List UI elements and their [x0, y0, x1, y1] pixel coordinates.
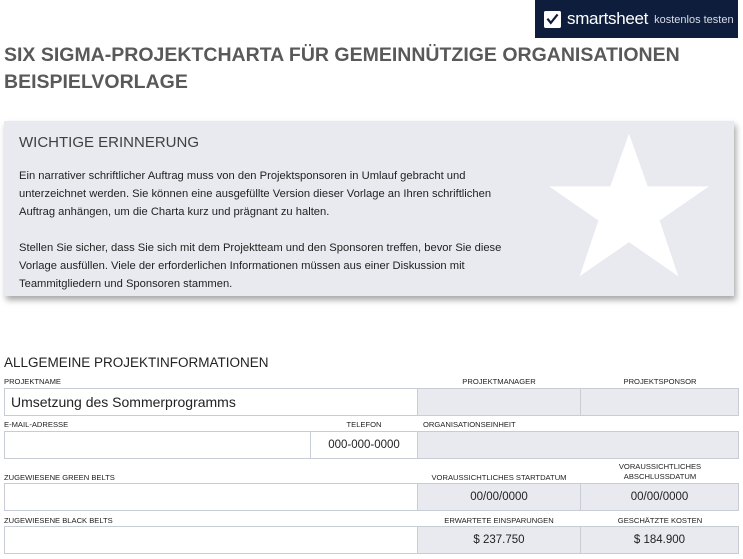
star-icon [544, 129, 714, 284]
end-date-label: VORAUSSICHTLICHES ABSCHLUSSDATUM [618, 462, 702, 481]
project-sponsor-field[interactable] [580, 388, 739, 416]
expected-savings-field[interactable]: $ 237.750 [417, 526, 581, 554]
expected-savings-label: ERWARTETE EINSPARUNGEN [444, 516, 554, 525]
project-sponsor-label: PROJEKTSPONSOR [623, 377, 697, 386]
trial-cta: kostenlos testen [654, 14, 734, 26]
project-name-label: PROJEKTNAME [4, 377, 61, 386]
brand-name: smartsheet [567, 9, 649, 28]
project-manager-label: PROJEKTMANAGER [462, 377, 536, 386]
estimated-costs-field[interactable]: $ 184.900 [580, 526, 739, 554]
smartsheet-trial-banner[interactable] [535, 0, 738, 38]
black-belts-label: ZUGEWIESENE BLACK BELTS [4, 516, 113, 525]
green-belts-field[interactable] [4, 483, 418, 511]
estimated-costs-label: GESCHÄTZTE KOSTEN [617, 516, 703, 525]
page-title: SIX SIGMA-PROJEKTCHARTA FÜR GEMEINNÜTZIGE ORGANISATIONEN BEISPIELVORLAGE [4, 44, 680, 93]
project-name-field[interactable]: Umsetzung des Sommerprogramms [4, 388, 418, 416]
email-label: E-MAIL-ADRESSE [4, 420, 69, 429]
phone-label: TELEFON [346, 420, 382, 429]
reminder-heading: WICHTIGE ERINNERUNG [19, 134, 199, 151]
reminder-body [19, 167, 504, 290]
reminder-box [4, 121, 734, 296]
reminder-paragraph-2: Stellen Sie sicher, dass Sie sich mit dem Projektteam und den Sponsoren treffen, bevor Sie diese Vorlage ausfüllen. Viele der erforderlichen Informationen müssen aus einer Diskussion mit Teammitgliedern und Sponsoren stammen. [19, 242, 502, 290]
org-unit-label: ORGANISATIONSEINHEIT [423, 420, 516, 429]
black-belts-field[interactable] [4, 526, 418, 554]
green-belts-label: ZUGEWIESENE GREEN BELTS [4, 473, 115, 482]
start-date-field[interactable]: 00/00/0000 [417, 483, 581, 511]
reminder-paragraph-1: Ein narrativer schriftlicher Auftrag muss von den Projektsponsoren in Umlauf gebracht und unterzeichnet werden. Sie können eine ausgefüllte Version dieser Vorlage an Ihren schriftlichen Auftrag anhängen, um die Charta kurz und prägnant zu halten. [19, 170, 492, 218]
section-title: ALLGEMEINE PROJEKTINFORMATIONEN [4, 355, 269, 370]
email-field[interactable] [4, 431, 311, 459]
end-date-field[interactable]: 00/00/0000 [580, 483, 739, 511]
org-unit-field[interactable] [417, 431, 739, 459]
phone-field[interactable]: 000-000-0000 [310, 431, 418, 459]
project-manager-field[interactable] [417, 388, 581, 416]
smartsheet-logo-icon [544, 11, 561, 28]
start-date-label: VORAUSSICHTLICHES STARTDATUM [431, 473, 567, 482]
